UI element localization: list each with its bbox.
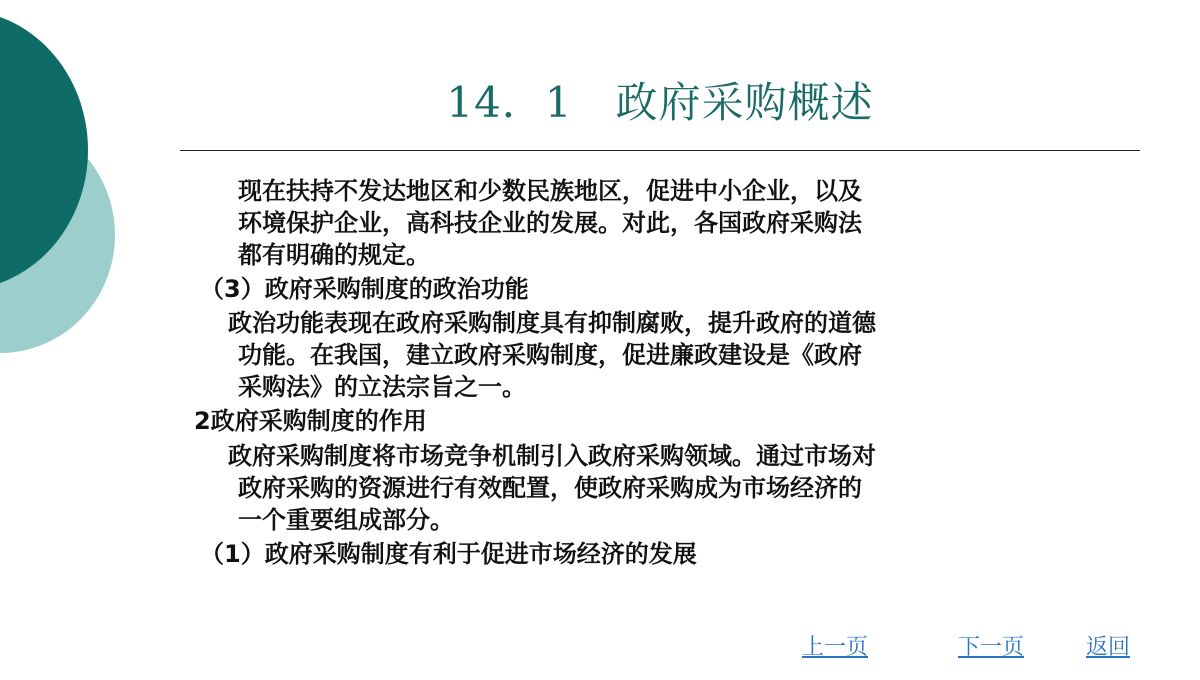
slide-title: 14．1 政府采购概述 [446,78,874,127]
heading-role: 2政府采购制度的作用 [194,407,427,435]
body-line-6: 功能。在我国，建立政府采购制度，促进廉政建设是《政府 [238,341,862,369]
body-line-7: 采购法》的立法宗旨之一。 [238,373,526,401]
body-line-10: 政府采购的资源进行有效配置，使政府采购成为市场经济的 [238,474,862,502]
body-line-11: 一个重要组成部分。 [238,506,454,534]
body-line-2: 环境保护企业，高科技企业的发展。对此，各国政府采购法 [238,209,862,237]
prev-page-link[interactable]: 上一页 [802,635,869,660]
heading-political-function: （3）政府采购制度的政治功能 [200,275,529,303]
heading-market-economy: （1）政府采购制度有利于促进市场经济的发展 [200,540,697,568]
body-line-9: 政府采购制度将市场竞争机制引入政府采购领域。通过市场对 [228,442,876,470]
body-line-1: 现在扶持不发达地区和少数民族地区，促进中小企业，以及 [238,177,862,205]
next-page-link[interactable]: 下一页 [958,635,1025,660]
back-link[interactable]: 返回 [1086,635,1131,660]
body-line-5: 政治功能表现在政府采购制度具有抑制腐败，提升政府的道德 [228,309,876,337]
body-line-3: 都有明确的规定。 [238,241,430,269]
